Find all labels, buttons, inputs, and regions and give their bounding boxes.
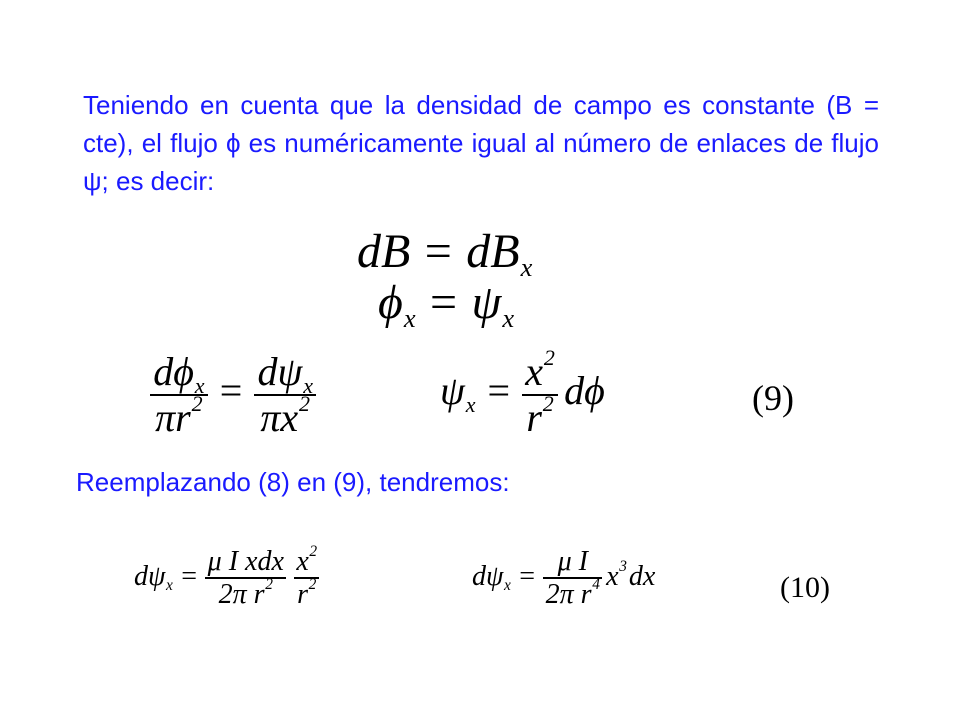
eq10b-den: 2π r [545, 578, 592, 610]
eq10a-den1-exponent: 2 [265, 575, 273, 593]
eq10b-den-exponent: 4 [592, 575, 600, 593]
ratio-den-left-exponent: 2 [191, 391, 203, 417]
eq9-num-exponent: 2 [543, 345, 555, 371]
eq-phi-rhs-subscript: x [502, 303, 515, 334]
eq-phi-rhs: ψ [471, 276, 502, 329]
eq10b-tail-end: dx [628, 560, 656, 592]
fraction-right [254, 349, 316, 440]
eq-phi-lhs: ϕ [378, 276, 403, 329]
ratio-num-left: dϕ [153, 349, 194, 394]
ratio-den-left: πr [155, 395, 191, 440]
equals-sign: = [181, 560, 198, 592]
equals-sign: = [519, 560, 536, 592]
eq10b-num: μ I [543, 548, 602, 579]
eq10b-tail: x [606, 560, 619, 592]
equation-db [357, 225, 533, 283]
eq10b-tail-exponent: 3 [619, 557, 627, 575]
replacement-sentence: Reemplazando (8) en (9), tendremos: [76, 467, 510, 497]
eq9-num: x [525, 349, 543, 394]
eq10a-den2-exponent: 2 [308, 575, 317, 593]
eq-phi-lhs-subscript: x [403, 303, 416, 334]
ratio-num-left-subscript: x [194, 372, 205, 398]
equals-sign: = [430, 276, 458, 329]
equation-9 [440, 345, 605, 440]
eq9-den-exponent: 2 [542, 391, 554, 417]
eq9-lhs: ψ [440, 368, 465, 414]
eq9-lhs-subscript: x [465, 391, 476, 417]
eq10a-num2: x [296, 546, 309, 577]
eq9-fraction [522, 345, 558, 440]
ratio-den-right: πx [260, 395, 299, 440]
eq10b-fraction [543, 548, 602, 609]
equals-sign: = [424, 225, 452, 278]
equals-sign: = [219, 368, 243, 414]
eq9-den: r [526, 395, 542, 440]
equals-sign: = [487, 368, 511, 414]
eq10a-num2-exponent: 2 [309, 543, 318, 561]
equation-ratio [150, 349, 316, 440]
eq10a-den2: r [297, 578, 309, 610]
eq10a-fraction-2 [294, 543, 319, 610]
equation-number-9: (9) [752, 378, 794, 418]
eq10a-lhs: dψ [134, 560, 166, 592]
equation-phi-psi [378, 276, 515, 334]
fraction-left [150, 349, 208, 440]
eq10a-den1: 2π r [218, 578, 265, 610]
ratio-num-right-subscript: x [303, 372, 313, 398]
equation-10a [134, 543, 319, 610]
eq10b-lhs-subscript: x [504, 577, 511, 595]
eq9-tail: dϕ [564, 368, 605, 414]
eq10a-num1: μ I xdx [205, 548, 286, 579]
eq10a-fraction-1 [205, 548, 286, 609]
eq10b-lhs: dψ [472, 560, 504, 592]
ratio-num-right: dψ [257, 349, 303, 394]
equation-10b [472, 548, 655, 609]
eq-db-lhs: dB [357, 225, 411, 278]
eq-db-subscript: x [520, 252, 533, 283]
eq10a-lhs-subscript: x [166, 577, 173, 595]
ratio-den-right-exponent: 2 [299, 391, 311, 417]
equation-number-10: (10) [780, 571, 830, 604]
eq-db-rhs: dB [466, 225, 520, 278]
intro-paragraph: Teniendo en cuenta que la densidad de campo es constante (B = cte), el flujo ϕ es numéricamente igual al número de enlaces de flujo ψ; es decir: [83, 90, 879, 196]
